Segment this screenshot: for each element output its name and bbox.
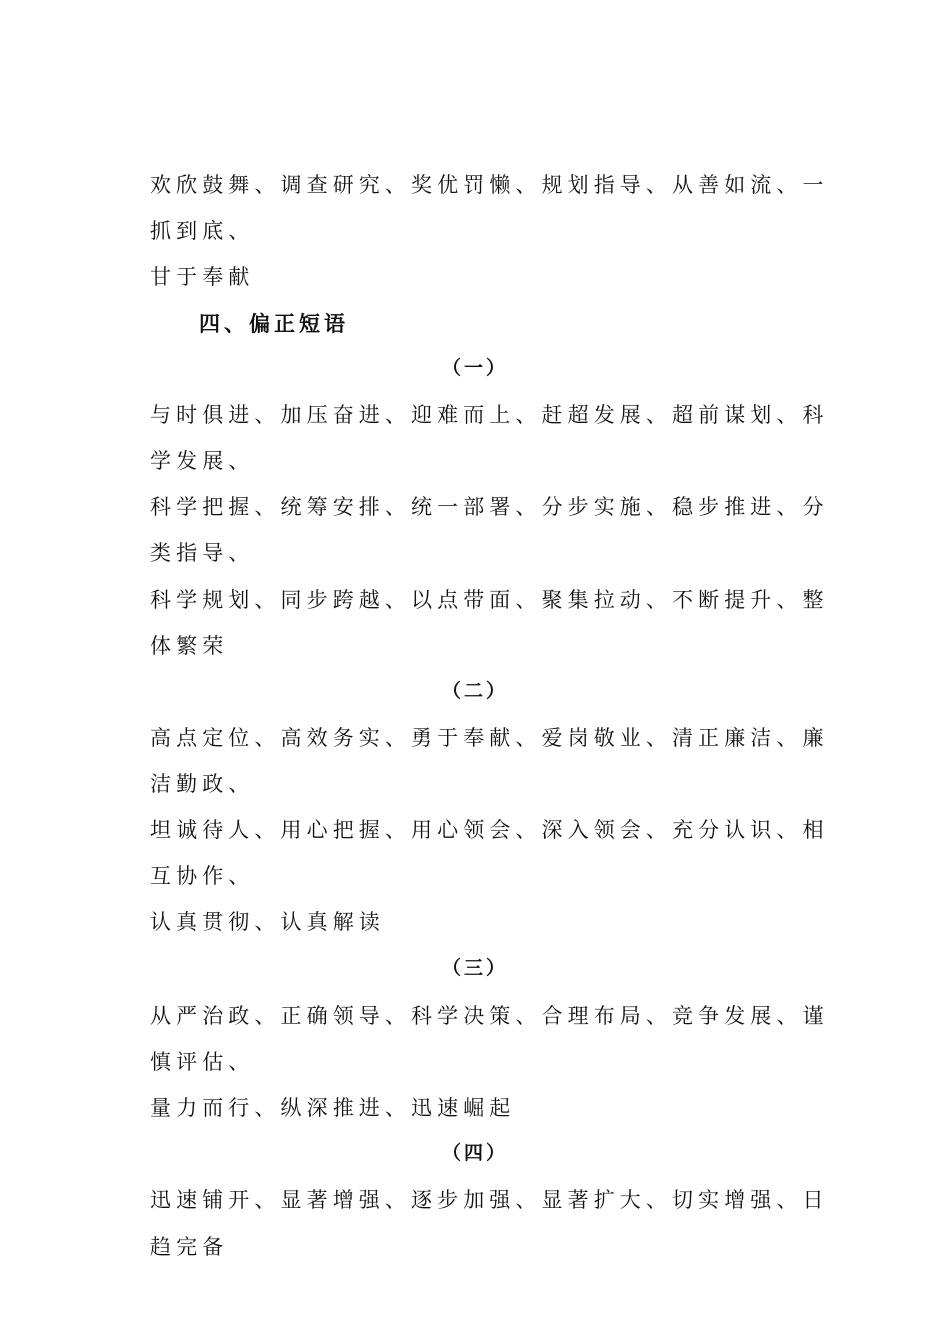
text-line: 洁勤政、 (150, 772, 255, 796)
text-line: 抓到底、 (150, 219, 255, 243)
text-line: 科学规划、同步跨越、以点带面、聚集拉动、不断提升、整 (150, 588, 829, 612)
text-line: 甘于奉献 (150, 265, 255, 289)
text-line: 认真贯彻、认真解读 (150, 910, 385, 934)
text-line: 量力而行、纵深推进、迅速崛起 (150, 1096, 516, 1120)
text-line: 学发展、 (150, 449, 255, 473)
text-line: 类指导、 (150, 541, 255, 565)
group-label: （三） (441, 957, 508, 979)
text-line: 坦诚待人、用心把握、用心领会、深入领会、充分认识、相 (150, 818, 829, 842)
text-line: 体繁荣 (150, 634, 229, 658)
group-label: （四） (441, 1142, 508, 1164)
group-label: （一） (441, 357, 508, 379)
text-line: 欢欣鼓舞、调查研究、奖优罚懒、规划指导、从善如流、一 (150, 173, 829, 197)
group-label: （二） (441, 680, 508, 702)
text-line: 高点定位、高效务实、勇于奉献、爱岗敬业、清正廉洁、廉 (150, 726, 829, 750)
text-line: 迅速铺开、显著增强、逐步加强、显著扩大、切实增强、日 (150, 1188, 829, 1212)
text-line: 趋完备 (150, 1235, 229, 1259)
text-line: 慎评估、 (150, 1050, 255, 1074)
text-line: 科学把握、统筹安排、统一部署、分步实施、稳步推进、分 (150, 495, 829, 519)
text-line: 从严治政、正确领导、科学决策、合理布局、竞争发展、谨 (150, 1004, 829, 1028)
text-line: 与时俱进、加压奋进、迎难而上、赶超发展、超前谋划、科 (150, 403, 829, 427)
text-line: 互协作、 (150, 864, 255, 888)
section-heading: 四、偏正短语 (199, 312, 349, 336)
